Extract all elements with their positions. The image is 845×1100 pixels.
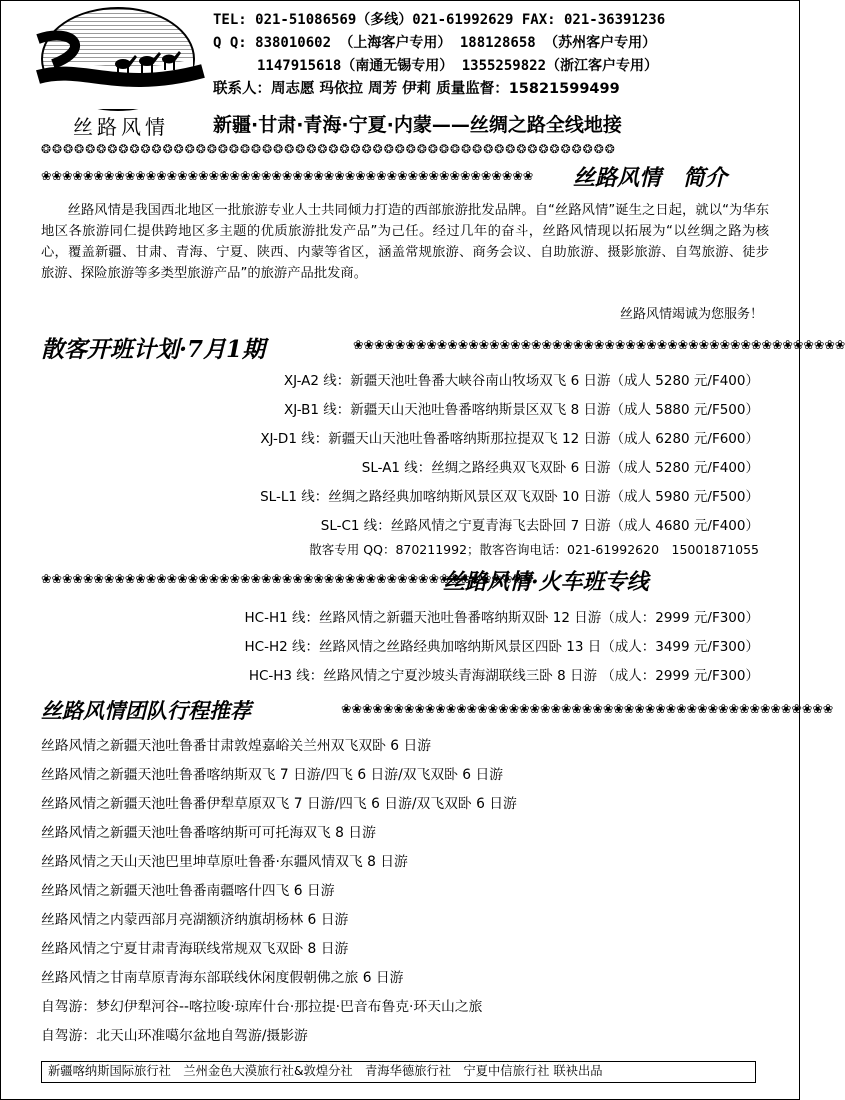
route-item: XJ-D1 线：新疆天山天池吐鲁番喀纳斯那拉提双飞 12 日游（成人 6280 元/F600） (260, 431, 759, 447)
itinerary-item: 丝路风情之新疆天池吐鲁番伊犁草原双飞 7 日游/四飞 6 日游/双飞双卧 6 日游 (41, 796, 517, 812)
schedule-contact: 散客专用 QQ：870211992；散客咨询电话：021-61992620 15001871055 (309, 542, 759, 557)
itinerary-item: 丝路风情之新疆天池吐鲁番喀纳斯双飞 7 日游/四飞 6 日游/双飞双卧 6 日游 (41, 767, 504, 783)
footer-agencies: 新疆喀纳斯国际旅行社 兰州金色大漠旅行社&敦煌分社 青海华德旅行社 宁夏中信旅行社 联袂出品 (41, 1061, 756, 1083)
schedule-title: 散客开班计划·7月1期 (41, 336, 266, 363)
contact-people: 联系人：周志愿 玛依拉 周芳 伊莉 质量监督：15821599499 (213, 81, 620, 97)
flower-divider: ❀❀❀❀❀❀❀❀❀❀❀❀❀❀❀❀❀❀❀❀❀❀❀❀❀❀❀❀❀❀❀❀❀❀❀❀❀❀❀❀❀❀❀❀❀❀❀ (41, 168, 534, 183)
slogan: 新疆·甘肃·青海·宁夏·内蒙——丝绸之路全线地接 (213, 114, 622, 136)
train-route-item: HC-H3 线：丝路风情之宁夏沙坡头青海湖联线三卧 8 日游 （成人：2999 元/F300） (248, 668, 759, 684)
contact-line-qq-2: 1147915618（南通无锡专用） 1355259822（浙江客户专用） (257, 58, 659, 74)
itinerary-item: 自驾游：北天山环准噶尔盆地自驾游/摄影游 (41, 1028, 308, 1044)
intro-text (41, 200, 769, 284)
itinerary-item: 丝路风情之甘南草原青海东部联线休闲度假朝佛之旅 6 日游 (41, 970, 404, 986)
group-title: 丝路风情团队行程推荐 (41, 698, 251, 723)
logo (41, 7, 195, 111)
camel-caravan-icon (43, 9, 193, 109)
route-item: SL-C1 线：丝路风情之宁夏青海飞去卧回 7 日游（成人 4680 元/F400） (320, 518, 759, 534)
itinerary-item: 丝路风情之宁夏甘肃青海联线常规双飞双卧 8 日游 (41, 941, 349, 957)
train-route-item: HC-H1 线：丝路风情之新疆天池吐鲁番喀纳斯双卧 12 日游（成人：2999 元/F300） (244, 610, 759, 626)
route-item: SL-L1 线：丝绸之路经典加喀纳斯风景区双飞双卧 10 日游（成人 5980 元/F500） (260, 489, 759, 505)
contact-line-qq: Q Q: 838010602 （上海客户专用） 188128658 （苏州客户专用） (213, 35, 657, 51)
flower-divider: ❀❀❀❀❀❀❀❀❀❀❀❀❀❀❀❀❀❀❀❀❀❀❀❀❀❀❀❀❀❀❀❀❀❀❀❀❀❀❀❀❀❀❀❀❀❀❀ (41, 571, 534, 586)
decor-border: ❂❂❂❂❂❂❂❂❂❂❂❂❂❂❂❂❂❂❂❂❂❂❂❂❂❂❂❂❂❂❂❂❂❂❂❂❂❂❂❂❂❂❂❂❂❂❂❂❂❂❂❂ (41, 142, 616, 156)
flower-divider: ❀❀❀❀❀❀❀❀❀❀❀❀❀❀❀❀❀❀❀❀❀❀❀❀❀❀❀❀❀❀❀❀❀❀❀❀❀❀❀❀❀❀❀❀❀❀❀ (353, 337, 845, 352)
contact-block (213, 9, 793, 101)
route-item: XJ-A2 线：新疆天池吐鲁番大峡谷南山牧场双飞 6 日游（成人 5280 元/F400） (283, 373, 759, 389)
itinerary-item: 丝路风情之新疆天池吐鲁番甘肃敦煌嘉峪关兰州双飞双卧 6 日游 (41, 738, 432, 754)
schedule-route-list (260, 367, 759, 541)
route-item: SL-A1 线：丝绸之路经典双飞双卧 6 日游（成人 5280 元/F400） (361, 460, 759, 476)
group-itinerary-list (41, 732, 517, 1051)
train-route-item: HC-H2 线：丝路风情之丝路经典加喀纳斯风景区四卧 13 日（成人：3499 元/F300） (244, 639, 759, 655)
itinerary-item: 丝路风情之内蒙西部月亮湖额济纳旗胡杨林 6 日游 (41, 912, 349, 928)
itinerary-item: 自驾游：梦幻伊犁河谷--喀拉唆·琼库什台·那拉提·巴音布鲁克·环天山之旅 (41, 999, 483, 1015)
flower-divider: ❀❀❀❀❀❀❀❀❀❀❀❀❀❀❀❀❀❀❀❀❀❀❀❀❀❀❀❀❀❀❀❀❀❀❀❀❀❀❀❀❀❀❀❀❀❀❀ (341, 701, 834, 716)
intro-sign: 丝路风情竭诚为您服务！ (619, 307, 763, 322)
contact-line-tel: TEL: 021-51086569（多线）021-61992629 FAX: 021-36391236 (213, 12, 666, 28)
itinerary-item: 丝路风情之新疆天池吐鲁番喀纳斯可可托海双飞 8 日游 (41, 825, 376, 841)
itinerary-item: 丝路风情之新疆天池吐鲁番南疆喀什四飞 6 日游 (41, 883, 335, 899)
itinerary-item: 丝路风情之天山天池巴里坤草原吐鲁番·东疆风情双飞 8 日游 (41, 854, 408, 870)
train-title: 丝路风情·火车班专线 (443, 569, 649, 595)
train-route-list (245, 604, 759, 691)
intro-paragraph: 丝路风情是我国西北地区一批旅游专业人士共同倾力打造的西部旅游批发品牌。自“丝路风情”诞生之日起，就以“为华东地区各旅游同仁提供跨地区多主题的优质旅游批发产品”为己任。经过几年的奋斗，丝路风情现以拓展为“以丝绸之路为核心，覆盖新疆、甘肃、青海、宁夏、陕西、内蒙等省区，涵盖常规旅游、商务会议、自助旅游、摄影旅游、自驾旅游、徒步旅游、探险旅游等多类型旅游产品”的旅游产品批发商。 (41, 203, 769, 281)
logo-text: 丝路风情 (73, 115, 169, 139)
route-item: XJ-B1 线：新疆天山天池吐鲁番喀纳斯景区双飞 8 日游（成人 5880 元/F500） (284, 402, 759, 418)
intro-title: 丝路风情 简介 (573, 165, 728, 191)
